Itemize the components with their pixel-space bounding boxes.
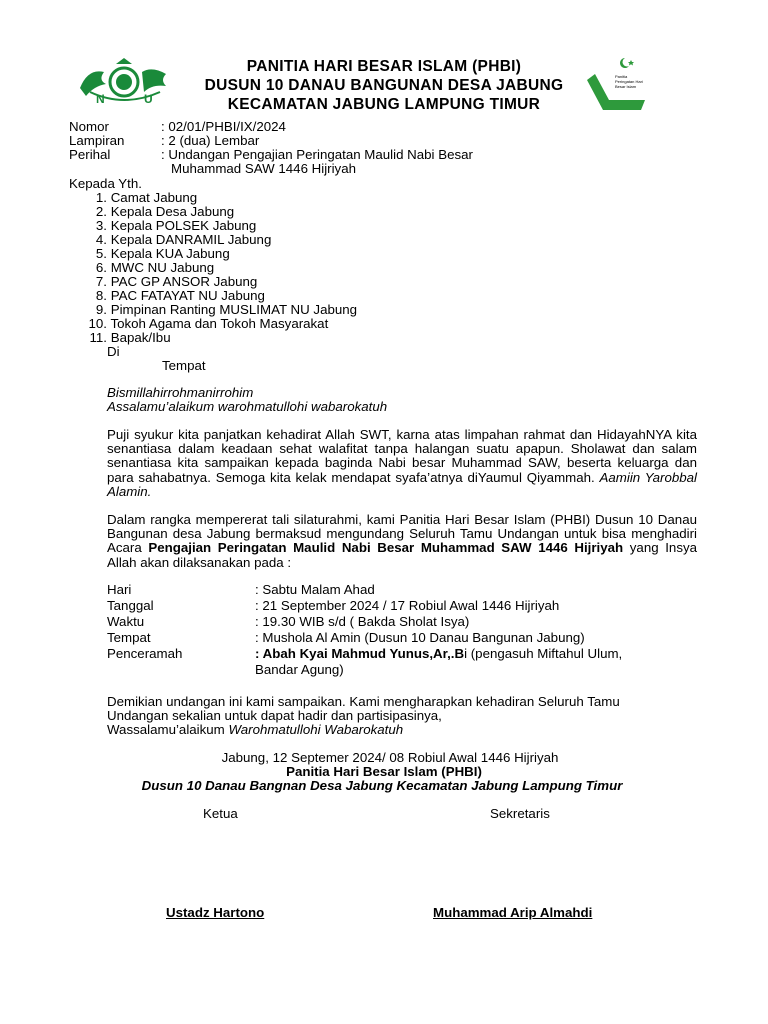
kepada-yth: Kepada Yth. <box>69 176 142 191</box>
paragraph-invitation: Dalam rangka mempererat tali silaturahmi, kami Panitia Hari Besar Islam (PHBI) Dusun 10 Danau Bangunan desa Jabung bermaksud mengundang Seluruh Tamu Undangan untuk bisa menghadiri Acara Pengajian Peringatan Maulid Nabi Besar Muhammad SAW 1446 Hijriyah yang Insya Allah akan dilaksanakan pada : <box>107 512 698 570</box>
header-line-2: DUSUN 10 DANAU BANGUNAN DESA JABUNG <box>204 77 564 94</box>
list-item: 4. Kepala DANRAMIL Jabung <box>95 232 272 247</box>
paragraph-opening: Puji syukur kita panjatkan kehadirat Allah SWT, karna atas limpahan rahmat dan HidayahNYA kita senantiasa dalam keadaan sehat walafitat tanpa halangan suatu apapun. Sholawat dan salam senantiasa kita sampaikan kepada baginda Nabi besar Muhammad SAW, beserta keluarga dan para sahabatnya. Semoga kita kelak mendapat syafa’atnya diYaumul Qiyammah. Aamiin Yarobbal Alamin. <box>107 427 697 499</box>
detail-penceramah-cont: Bandar Agung) <box>255 662 344 677</box>
list-item: 11. Bapak/Ibu <box>89 330 171 345</box>
header-line-3: KECAMATAN JABUNG LAMPUNG TIMUR <box>227 96 541 113</box>
closing-line-1: Demikian undangan ini kami sampaikan. Kami mengharapkan kehadiran Seluruh Tamu <box>107 694 620 709</box>
perihal-continuation: Muhammad SAW 1446 Hijriyah <box>171 161 356 176</box>
list-item: 2. Kepala Desa Jabung <box>95 204 235 219</box>
tempat-label: Tempat <box>162 358 206 373</box>
signoff-org: Panitia Hari Besar Islam (PHBI) <box>286 764 482 779</box>
detail-tempat: Tempat : Mushola Al Amin (Dusun 10 Danau Bangunan Jabung) <box>107 630 585 645</box>
di-label: Di <box>107 344 120 359</box>
meta-label: Lampiran <box>69 133 125 148</box>
list-item: 7. PAC GP ANSOR Jabung <box>95 274 258 289</box>
closing-line-3: Wassalamu’alaikum Warohmatullohi Wabarokatuh <box>107 722 404 737</box>
greeting-salam: Assalamu’alaikum warohmatullohi wabarokatuh <box>107 399 388 414</box>
list-item: 1. Camat Jabung <box>95 190 198 205</box>
meta-value: : 02/01/PHBI/IX/2024 <box>161 119 286 134</box>
role-sekretaris: Sekretaris <box>490 806 550 821</box>
detail-penceramah: Penceramah : Abah Kyai Mahmud Yunus,Ar,.Bi (pengasuh Miftahul Ulum, <box>107 646 623 661</box>
meta-value: : 2 (dua) Lembar <box>161 133 260 148</box>
meta-label: Nomor <box>69 119 109 134</box>
list-item: 10. Tokoh Agama dan Tokoh Masyarakat <box>88 316 329 331</box>
list-item: 8. PAC FATAYAT NU Jabung <box>95 288 265 303</box>
signoff-org-2: Dusun 10 Danau Bangnan Desa Jabung Kecamatan Jabung Lampung Timur <box>141 778 623 793</box>
list-item: 9. Pimpinan Ranting MUSLIMAT NU Jabung <box>95 302 358 317</box>
closing-line-2: Undangan sekalian untuk dapat hadir dan partisipasinya, <box>107 708 442 723</box>
signatory-ketua: Ustadz Hartono <box>166 905 265 920</box>
detail-tanggal: Tanggal : 21 September 2024 / 17 Robiul Awal 1446 Hijriyah <box>107 598 560 613</box>
role-ketua: Ketua <box>203 806 238 821</box>
nu-logo-letters: N U <box>96 92 153 106</box>
meta-value: : Undangan Pengajian Peringatan Maulid Nabi Besar <box>161 147 473 162</box>
greeting-bismillah: Bismillahirrohmanirrohim <box>107 385 254 400</box>
phbi-logo-text: Panitia Peringatan Hari Besar Islam <box>615 74 643 89</box>
detail-hari: Hari : Sabtu Malam Ahad <box>107 582 375 597</box>
place-date: Jabung, 12 Septemer 2024/ 08 Robiul Awal 1446 Hijriyah <box>221 750 559 765</box>
meta-label: Perihal <box>69 147 111 162</box>
detail-waktu: Waktu : 19.30 WIB s/d ( Bakda Sholat Isya) <box>107 614 470 629</box>
list-item: 6. MWC NU Jabung <box>95 260 215 275</box>
signatory-sekretaris: Muhammad Arip Almahdi <box>433 905 593 920</box>
header-line-1: PANITIA HARI BESAR ISLAM (PHBI) <box>246 58 522 75</box>
list-item: 5. Kepala KUA Jabung <box>95 246 230 261</box>
list-item: 3. Kepala POLSEK Jabung <box>95 218 257 233</box>
phbi-logo <box>585 54 649 112</box>
